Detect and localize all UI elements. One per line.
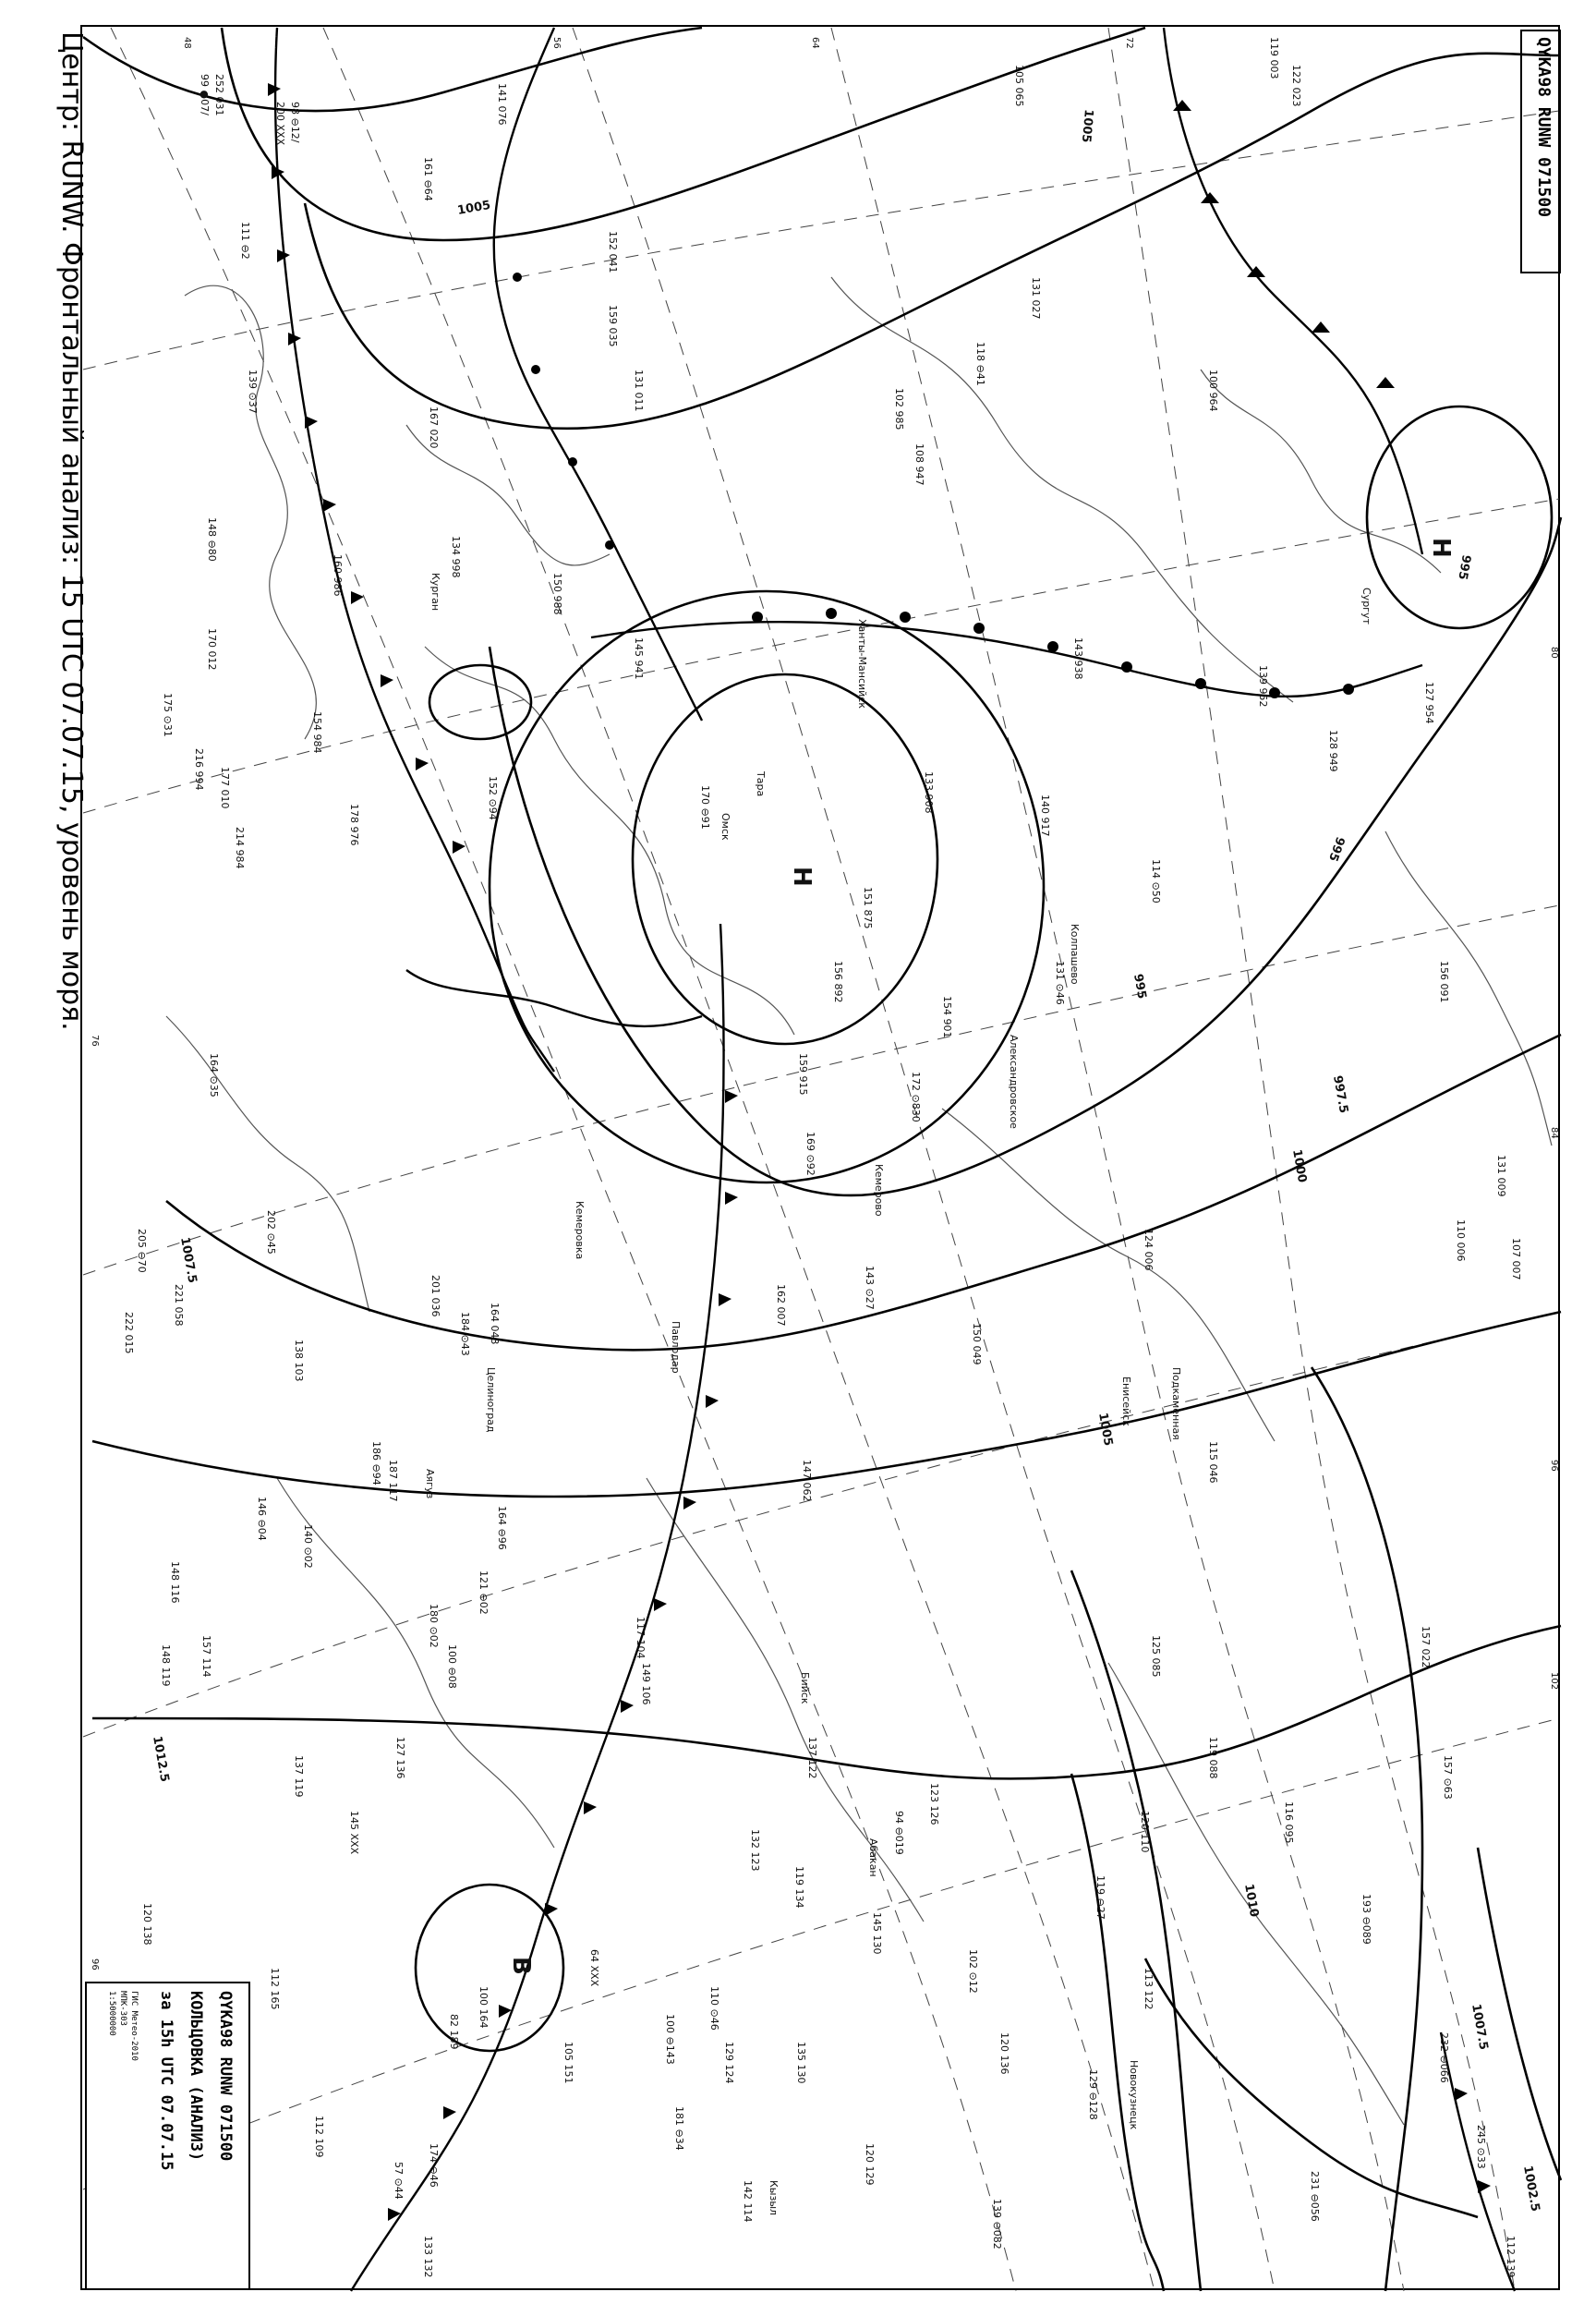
isobar-label: 1005 [1078,108,1095,144]
station-plot: 193 ⊖089 [1360,1894,1372,1945]
station-plot: 181 ⊖34 [673,2106,685,2151]
station-plot: 131 009 [1495,1155,1507,1197]
station-plot: 159 035 [607,305,619,347]
station-plot: 177 010 [219,767,231,809]
station-plot: 231 ⊖056 [1309,2171,1321,2222]
station-plot: 137 122 [806,1737,818,1779]
place-name: Омск [719,813,732,841]
grid-label: 96 [90,1958,100,1971]
legend-line-3: за 15h UTC 07.07.15 [157,1991,175,2171]
isobar-label: 1005 [1095,1412,1116,1448]
station-plot: 133 908 [923,771,935,814]
fronts [275,28,1515,2291]
header-code: QYKA98 RUNW 071500 [1534,37,1554,218]
isobar-label: 1007.5 [1469,2003,1491,2052]
station-plot: 120 136 [998,2032,1010,2075]
grid-label: 76 [90,1035,100,1047]
station-plot: 82 189 [448,2014,460,2050]
station-plots [123,37,1522,2278]
grid-label: 72 [1124,37,1134,49]
station-plot: 94 ⊖019 [893,1811,905,1855]
legend-line-4: ГИС Метео-2010 [129,1991,139,2061]
isobar-label: 1012.5 [150,1735,172,1784]
station-plot: 157 114 [200,1635,212,1678]
station-plot: 143 ⊙27 [864,1266,876,1310]
cold-front-south [351,924,724,2291]
station-plot: 117 104 [635,1617,647,1659]
pressure-centers [507,538,1455,1975]
station-plot: 133 132 [422,2236,434,2278]
station-plot: 112 165 [269,1968,281,2010]
station-plot: 105 065 [1013,65,1025,107]
place-name: Абакан [867,1838,879,1877]
station-plot: 124 006 [1143,1229,1155,1271]
high-center: В [507,1957,535,1975]
isobar-label: 995 [1130,973,1149,1000]
station-plot: 125 085 [1150,1635,1162,1678]
legend-line-6: 1:5000000 [107,1991,116,2036]
station-plot: 148 119 [160,1644,172,1687]
place-name: Новокузнецк [1128,2060,1140,2130]
station-plot: 156 892 [832,961,844,1003]
isobar-label: 1002.5 [1520,2165,1542,2213]
station-plot: 122 023 [1290,65,1302,107]
station-plot: 154 984 [311,711,323,754]
isobar-label: 1005 [456,198,492,218]
station-plot: 147 062 [801,1460,813,1502]
isobars [83,28,1561,2291]
station-plot: 205 ⊖70 [136,1229,148,1273]
occluded-front [494,28,702,721]
chart-caption [48,26,91,1031]
station-plot: 145 XXX [348,1811,360,1855]
station-plot: 141 076 [496,83,508,126]
station-plot: 110 ⊙46 [708,1986,720,2031]
station-plot: 119 134 [793,1866,805,1909]
place-names [424,573,1372,2215]
legend-line-1: QYKA98 RUNW 071500 [216,1991,235,2162]
header-code-box [1520,30,1561,273]
station-plot: 154 901 [941,996,953,1038]
place-name: Аягуз [424,1469,436,1499]
station-plot: 115 046 [1207,1441,1219,1484]
low-center: Н [1427,538,1455,558]
station-plot: 221 058 [173,1284,185,1327]
station-plot: 202 ⊙45 [265,1210,277,1255]
front-symbols [268,83,1491,2221]
station-plot: 178 976 [348,804,360,846]
place-name: Сургут [1360,588,1372,625]
station-plot: 152 ⊙94 [487,776,499,820]
place-name: Тара [755,771,767,797]
cold-front-west [275,28,554,1072]
station-plot: 64 XXX [588,1949,600,1987]
station-plot: 200 XXX [274,102,286,146]
place-name: Александровское [1008,1035,1020,1129]
place-name: Кызыл [768,2180,780,2216]
station-plot: 142 114 [742,2180,754,2223]
station-plot: 157 022 [1420,1626,1432,1668]
station-plot: 107 007 [1510,1238,1522,1280]
station-plot: 100 ⊖143 [664,2014,676,2065]
isobar-label: 995 [1324,834,1348,864]
station-plot: 108 947 [913,443,925,486]
place-name: Курган [429,573,441,612]
station-plot: 140 917 [1039,794,1051,837]
station-plot: 145 941 [633,637,645,680]
grid-label: 48 [182,37,192,49]
grid-label: 80 [1549,647,1559,659]
station-plot: 135 130 [795,2042,807,2084]
place-name: Бийск [799,1672,811,1704]
grid-label: 84 [1549,1127,1559,1139]
station-plot: 131 011 [633,370,645,412]
place-name: Целиноград [485,1367,497,1433]
legend-line-2: КОЛЬЦОВКА (АНАЛИЗ) [187,1991,205,2162]
station-plot: 216 994 [193,748,205,791]
coordinate-grid [83,28,1559,2291]
station-plot: 252 031 [213,74,225,116]
station-plot: 129 124 [723,2042,735,2084]
place-name: Ханты-Мансийск [856,619,868,709]
station-plot: 131 027 [1030,277,1042,320]
isobar-label: 1010 [1241,1883,1262,1919]
station-plot: 201 036 [429,1275,441,1317]
front-ne [1164,28,1422,554]
station-plot: 120 129 [864,2143,876,2186]
station-plot: 100 ⊖08 [446,1644,458,1689]
station-plot: 164 ⊖96 [496,1506,508,1550]
legend-line-5: МПК-303 [118,1991,127,2026]
place-name: Павлодар [670,1321,682,1374]
station-plot: 170 ⊖91 [699,785,711,830]
station-plot: 161 ⊖64 [422,157,434,201]
station-plot: 112 109 [313,2116,325,2158]
station-plot: 140 ⊙02 [302,1524,314,1569]
isobar-label: 995 [1455,553,1473,581]
station-plot: 119 088 [1207,1737,1219,1779]
isobar-labels [150,108,1542,2216]
isobar-label: 1000 [1289,1148,1310,1184]
station-plot: 232 ⊖066 [1438,2032,1450,2083]
station-plot: 100 164 [478,1986,490,2029]
grid-labels [90,37,1559,1971]
station-plot: 167 020 [428,406,440,449]
low-center: Н [788,867,816,887]
isobar-label: 997.5 [1330,1074,1350,1115]
place-name: Подкаменная [1170,1367,1182,1440]
station-plot: 145 130 [871,1912,883,1955]
grid-label: 56 [551,37,562,49]
station-plot: 245 ⊙33 [1475,2125,1487,2169]
place-name: Енисейск [1120,1376,1132,1426]
station-plot: 150 049 [971,1323,983,1365]
station-plot: 139 ⊖082 [991,2199,1003,2249]
map-border [81,26,1559,2289]
station-plot: 138 103 [293,1340,305,1382]
station-plot: 186 ⊖94 [370,1441,382,1485]
station-plot: 169 ⊙92 [804,1132,816,1176]
station-plot: 114 ⊙50 [1150,859,1162,903]
geography-lines [166,277,1552,2125]
station-plot: 139 ⊙37 [247,370,259,414]
place-name: Колпашево [1069,924,1081,985]
station-plot: 127 954 [1423,682,1435,724]
station-plot: 180 ⊙02 [428,1604,440,1648]
station-plot: 110 006 [1455,1219,1467,1262]
station-plot: 128 949 [1327,730,1339,772]
station-plot: 118 ⊖41 [974,342,986,386]
grid-label: 96 [1549,1460,1559,1472]
station-plot: 112 139 [1505,2236,1517,2278]
station-plot: 134 998 [450,536,462,578]
station-plot: 121 ⊖02 [478,1570,490,1615]
station-plot: 172 ⊙830 [910,1072,922,1122]
isobar-label: 1007.5 [177,1236,200,1285]
stationary-front [406,970,702,1026]
station-plot: 120 138 [141,1903,153,1946]
grid-label: 64 [810,37,820,49]
station-plot: 170 012 [206,628,218,671]
station-plot: 143 938 [1072,637,1084,680]
station-plot: 129 ⊖128 [1087,2069,1099,2120]
legend-box [85,1982,250,2290]
place-name: Кемеровка [574,1201,586,1260]
station-plot: 100 964 [1207,370,1219,412]
station-plot: 174 ⊖46 [428,2143,440,2188]
station-plot: 164 ⊙35 [208,1053,220,1097]
station-plot: 113 122 [1143,1968,1155,2010]
station-plot: 156 091 [1438,961,1450,1003]
station-plot: 148 ⊖80 [206,517,218,562]
station-plot: 105 151 [562,2042,574,2084]
station-plot: 57 ⊙44 [393,2162,405,2200]
station-plot: 157 ⊙63 [1442,1755,1454,1800]
station-plot: 159 915 [797,1053,809,1096]
station-plot: 184 ⊙43 [459,1312,471,1356]
station-plot: 152 041 [607,231,619,273]
station-plot: 99 ●07/ [199,74,211,115]
station-plot: 102 985 [893,388,905,430]
station-plot: 139 952 [1257,665,1269,708]
station-plot: 119 ⊖27 [1094,1875,1106,1920]
caption-text: Центр: RUNW. Фронтальный анализ: 15 UTC 07.07.15, уровень моря. [55,31,88,1031]
station-plot: 149 106 [640,1663,652,1705]
station-plot: 151 875 [862,887,874,929]
station-plot: 98 ⊖12/ [289,102,301,143]
station-plot: 131 ⊙46 [1054,961,1066,1005]
station-plot: 164 043 [489,1303,501,1345]
station-plot: 120 110 [1139,1811,1151,1853]
grid-label: 102 [1549,1672,1559,1691]
station-plot: 222 015 [123,1312,135,1354]
station-plot: 116 095 [1283,1801,1295,1844]
station-plot: 137 119 [293,1755,305,1798]
warm-front-semicircles [513,273,1354,698]
station-plot: 123 126 [928,1783,940,1825]
station-plot: 162 007 [775,1284,787,1327]
station-plot: 119 003 [1268,37,1280,79]
station-plot: 127 136 [394,1737,406,1779]
place-name: Кемерово [873,1164,885,1217]
station-plot: 214 984 [234,827,246,869]
station-plot: 102 ⊙12 [967,1949,979,1994]
station-plot: 150 988 [551,573,563,615]
warm-front-east [591,622,1422,697]
station-plot: 132 123 [749,1829,761,1872]
station-plot: 187 117 [387,1460,399,1502]
station-plot: 160 986 [332,554,344,597]
station-plot: 146 ⊖04 [256,1497,268,1541]
station-plot: 148 116 [169,1561,181,1604]
station-plot: 111 ⊖2 [239,222,251,260]
station-plot: 175 ⊙31 [162,693,174,737]
